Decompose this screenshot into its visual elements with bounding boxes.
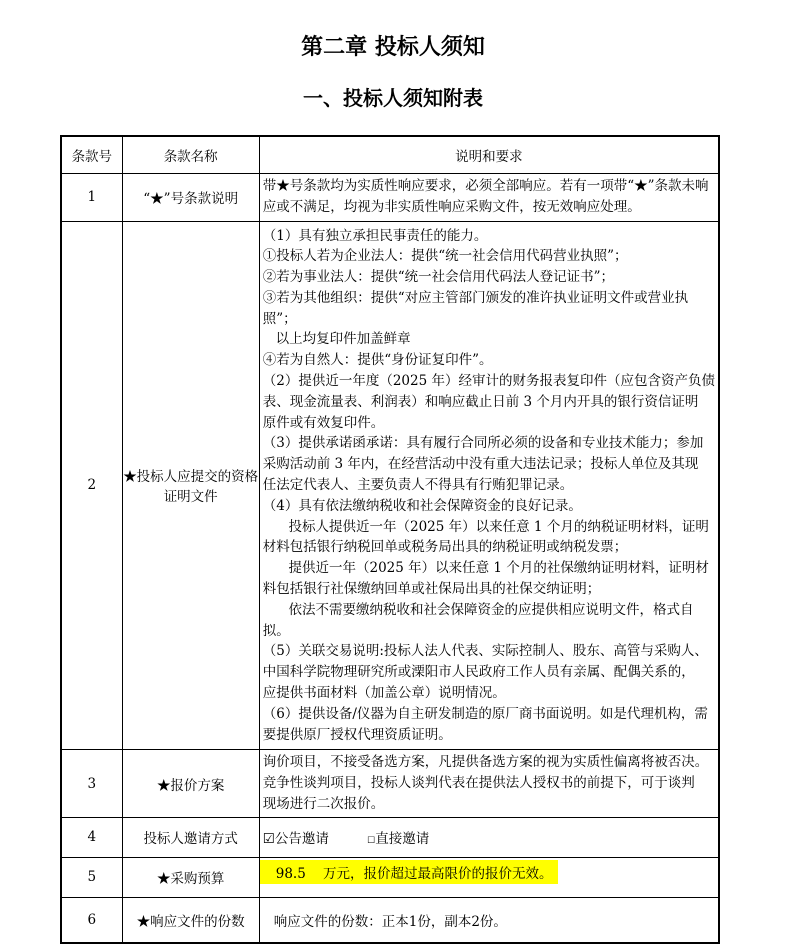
description-line: 材料包括银行纳税回单或税务局出具的纳税证明或纳税发票； bbox=[262, 539, 628, 556]
table-header-row bbox=[61, 136, 719, 173]
table-row bbox=[61, 750, 719, 817]
clause-name: ★报价方案 bbox=[122, 750, 259, 817]
budget-amount: 98.5 bbox=[275, 865, 306, 882]
description-line: （3）提供承诺函承诺：具有履行合同所必须的设备和专业技术能力；参加 bbox=[262, 435, 704, 452]
header-clause-name: 条款名称 bbox=[122, 136, 259, 173]
description-line: 中国科学院物理研究所或溧阳市人民政府工作人员有亲属、配偶关系的， bbox=[262, 664, 695, 681]
clause-description bbox=[259, 817, 719, 857]
clause-name-line: ★投标人应提交的资格 bbox=[123, 469, 259, 486]
header-clause-no: 条款号 bbox=[61, 136, 122, 173]
checkbox-public-invitation[interactable]: ☑公告邀请 bbox=[262, 831, 329, 848]
description-line: 以上均复印件加盖鲜章 bbox=[262, 331, 411, 348]
clause-name bbox=[122, 221, 259, 750]
clause-name: ★响应文件的份数 bbox=[122, 897, 259, 943]
description-line: ③若为其他组织：提供“对应主管部门颁发的准许执业证明文件或营业执 bbox=[262, 289, 689, 306]
description-line: ②若为事业法人：提供“统一社会信用代码法人登记证书”； bbox=[262, 269, 615, 286]
clause-description bbox=[259, 173, 719, 221]
clause-description bbox=[259, 221, 719, 750]
clause-name: “★”号条款说明 bbox=[122, 173, 259, 221]
description-line: （4）具有依法缴纳税收和社会保障资金的良好记录。 bbox=[262, 497, 582, 514]
budget-text: 万元，报价超过最高限价的报价无效。 bbox=[322, 865, 553, 882]
clause-no: 5 bbox=[61, 857, 122, 897]
description-line: 现场进行二次报价。 bbox=[262, 796, 385, 813]
clause-description bbox=[259, 857, 719, 897]
table-row bbox=[61, 897, 719, 943]
description-line: 表、现金流量表、利润表）和响应截止日前 3 个月内开具的银行资信证明 bbox=[262, 393, 699, 410]
clause-description: 响应文件的份数：正本1份，副本2份。 bbox=[259, 897, 719, 943]
description-line: 提供近一年（2025 年）以来任意 1 个月的社保缴纳证明材料，证明材 bbox=[262, 560, 709, 577]
description-line: 依法不需要缴纳税收和社会保障资金的应提供相应说明文件，格式自 bbox=[262, 601, 694, 618]
description-line: 原件或有效复印件。 bbox=[262, 414, 385, 431]
table-row bbox=[61, 817, 719, 857]
table-row bbox=[61, 221, 719, 750]
description-line: 任法定代表人、主要负责人不得具有行贿犯罪记录。 bbox=[262, 477, 574, 494]
description-line: 带★号条款均为实质性响应要求，必须全部响应。若有一项带“★”条款未响 bbox=[262, 178, 709, 195]
description-line: （1）具有独立承担民事责任的能力。 bbox=[262, 227, 488, 244]
description-line: 投标人提供近一年（2025 年）以来任意 1 个月的纳税证明材料，证明 bbox=[262, 518, 709, 535]
description-line: 采购活动前 3 年内，在经营活动中没有重大违法记录；投标人单位及其现 bbox=[262, 456, 699, 473]
description-line: （2）提供近一年度（2025 年）经审计的财务报表复印件（应包含资产负债 bbox=[262, 373, 715, 390]
clause-description bbox=[259, 750, 719, 817]
clause-no: 6 bbox=[61, 897, 122, 943]
bidder-notice-table bbox=[60, 135, 720, 944]
budget-highlight bbox=[260, 860, 559, 884]
section-title: 一、投标人须知附表 bbox=[303, 86, 483, 110]
description-line: ④若为自然人：提供“身份证复印件”。 bbox=[262, 352, 493, 369]
clause-name: 投标人邀请方式 bbox=[122, 817, 259, 857]
description-line: 照”； bbox=[262, 310, 297, 327]
clause-no: 2 bbox=[61, 221, 122, 750]
description-line: 应提供书面材料（加盖公章）说明情况。 bbox=[262, 685, 506, 702]
description-line: （6）提供设备/仪器为自主研发制造的原厂商书面说明。如是代理机构，需 bbox=[262, 705, 708, 722]
description-line: 拟。 bbox=[262, 622, 290, 639]
option-label: 公告邀请 bbox=[274, 831, 329, 848]
header-description: 说明和要求 bbox=[259, 136, 719, 173]
description-line: 询价项目，不接受备选方案，凡提供备选方案的视为实质性偏离将被否决。 bbox=[262, 754, 709, 771]
description-line: （5）关联交易说明:投标人法人代表、实际控制人、股东、高管与采购人、 bbox=[262, 643, 708, 660]
description-line: ①投标人若为企业法人：提供“统一社会信用代码营业执照”； bbox=[262, 248, 628, 265]
chapter-title: 第二章 投标人须知 bbox=[301, 35, 485, 60]
description-line: 竞争性谈判项目，投标人谈判代表在提供法人授权书的前提下，可于谈判 bbox=[262, 775, 695, 792]
description-line: 料包括银行社保缴纳回单或社保局出具的社保交纳证明； bbox=[262, 581, 601, 598]
clause-no: 1 bbox=[61, 173, 122, 221]
option-label: 直接邀请 bbox=[375, 831, 430, 848]
table-row bbox=[61, 173, 719, 221]
clause-no: 3 bbox=[61, 750, 122, 817]
clause-name: ★采购预算 bbox=[122, 857, 259, 897]
clause-no: 4 bbox=[61, 817, 122, 857]
clause-name-line: 证明文件 bbox=[163, 489, 218, 506]
table-row bbox=[61, 857, 719, 897]
checkbox-direct-invitation[interactable]: ☐直接邀请 bbox=[367, 831, 430, 848]
description-line: 应或不满足，均视为非实质性响应采购文件，按无效响应处理。 bbox=[262, 199, 641, 215]
description-line: 要提供原厂授权代理资质证明。 bbox=[262, 726, 452, 743]
